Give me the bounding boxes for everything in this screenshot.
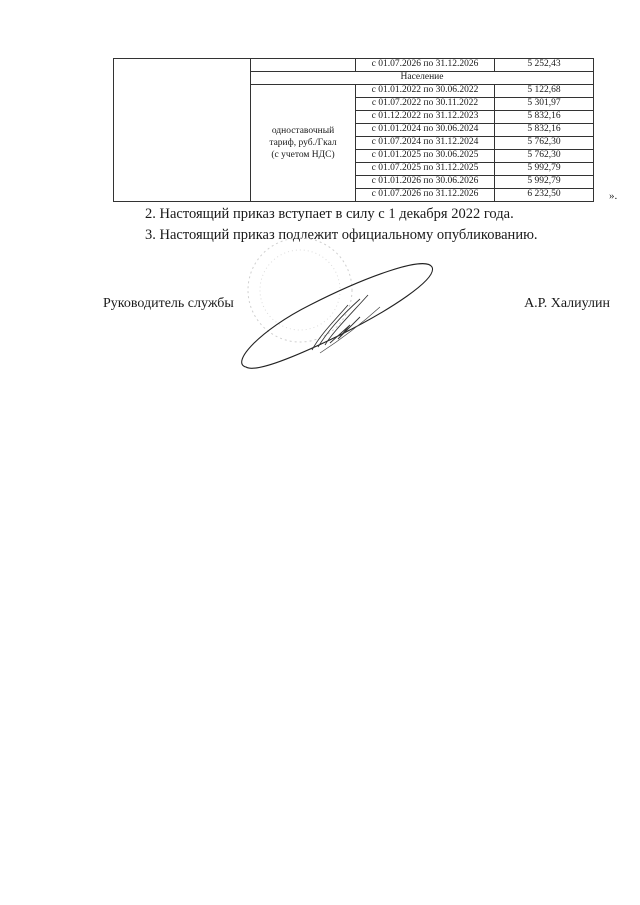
signatory-title: Руководитель службы	[103, 296, 234, 311]
empty-cell	[251, 59, 356, 72]
period-cell: с 01.07.2026 по 31.12.2026	[356, 59, 495, 72]
period-cell: с 01.01.2026 по 30.06.2026	[356, 176, 495, 189]
value-cell: 5 762,30	[495, 150, 594, 163]
empty-left-cell	[114, 59, 251, 202]
period-cell: с 01.01.2022 по 30.06.2022	[356, 85, 495, 98]
closing-quote: ».	[609, 190, 618, 202]
stamp-faint-circle	[248, 238, 352, 342]
value-cell: 5 832,16	[495, 124, 594, 137]
period-cell: с 01.07.2022 по 30.11.2022	[356, 98, 495, 111]
period-cell: с 01.12.2022 по 31.12.2023	[356, 111, 495, 124]
signature-stamp-graphic	[200, 235, 450, 385]
stamp-faint-inner-circle	[260, 250, 340, 330]
value-cell: 5 122,68	[495, 85, 594, 98]
value-cell: 5 992,79	[495, 163, 594, 176]
tariff-label-line: (с учетом НДС)	[271, 150, 335, 160]
tariff-label-line: одноставочный	[271, 126, 335, 136]
signatory-name: А.Р. Халиулин	[524, 296, 610, 311]
period-cell: с 01.01.2025 по 30.06.2025	[356, 150, 495, 163]
paragraph-3: 3. Настоящий приказ подлежит официальному опубликованию.	[145, 227, 538, 243]
period-cell: с 01.07.2026 по 31.12.2026	[356, 189, 495, 202]
tariff-label-cell	[251, 85, 356, 202]
value-cell: 6 232,50	[495, 189, 594, 202]
value-cell: 5 832,16	[495, 111, 594, 124]
table-row	[114, 59, 594, 72]
value-cell: 5 992,79	[495, 176, 594, 189]
tariff-table	[113, 58, 594, 202]
section-header-cell: Население	[251, 72, 594, 85]
period-cell: с 01.07.2024 по 31.12.2024	[356, 137, 495, 150]
signature-loop	[242, 264, 433, 369]
period-cell: с 01.01.2024 по 30.06.2024	[356, 124, 495, 137]
value-cell: 5 301,97	[495, 98, 594, 111]
value-cell: 5 252,43	[495, 59, 594, 72]
value-cell: 5 762,30	[495, 137, 594, 150]
tariff-label-line: тариф, руб./Гкал	[269, 138, 337, 148]
paragraph-2: 2. Настоящий приказ вступает в силу с 1 декабря 2022 года.	[145, 206, 514, 222]
period-cell: с 01.07.2025 по 31.12.2025	[356, 163, 495, 176]
